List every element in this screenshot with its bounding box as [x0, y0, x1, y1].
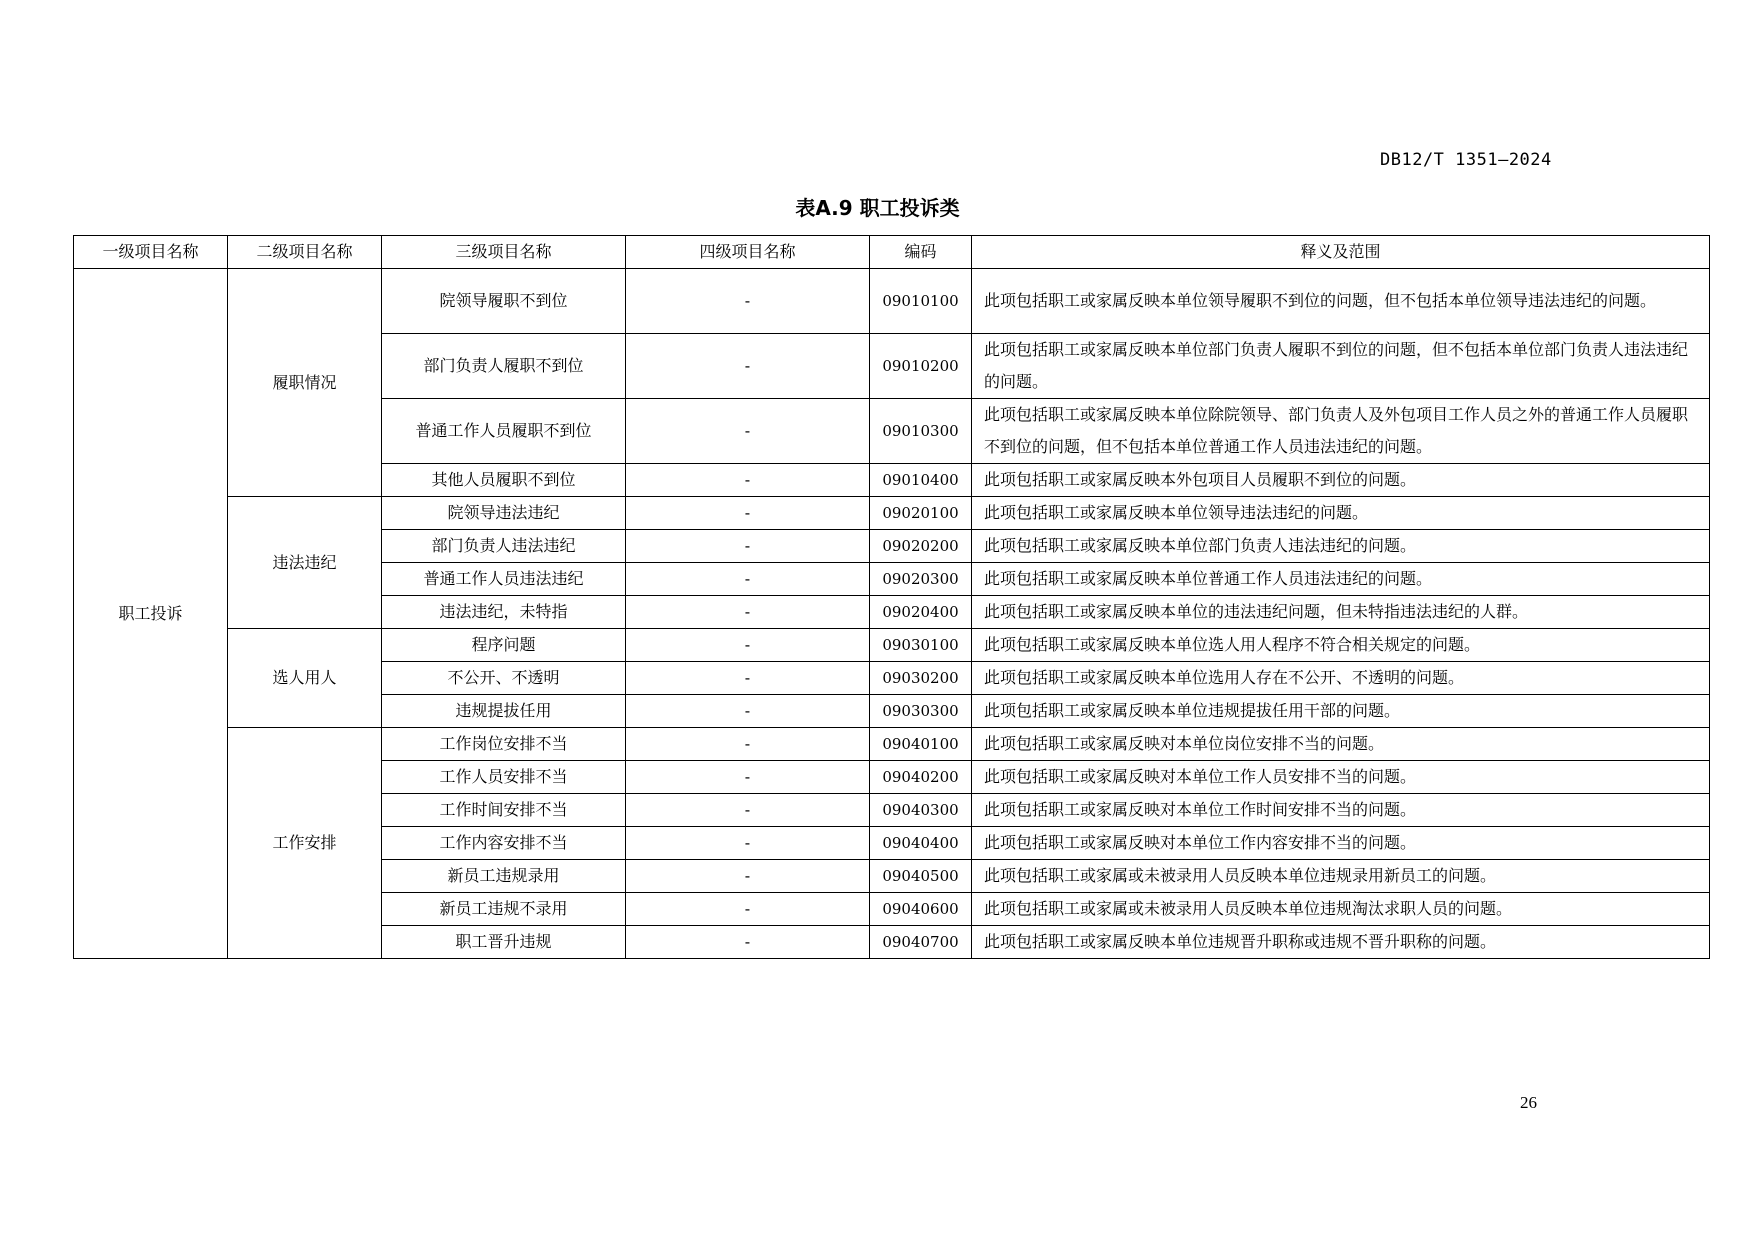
level3-cell: 工作内容安排不当 [382, 827, 626, 860]
level3-cell: 新员工违规不录用 [382, 893, 626, 926]
description-cell: 此项包括职工或家属或未被录用人员反映本单位违规录用新员工的问题。 [972, 860, 1710, 893]
table-row [74, 269, 1710, 334]
level2-cell: 违法违纪 [228, 497, 382, 629]
description-cell: 此项包括职工或家属反映本单位领导履职不到位的问题，但不包括本单位领导违法违纪的问题。 [972, 269, 1710, 334]
code-cell: 09010200 [870, 334, 972, 399]
level2-cell: 工作安排 [228, 728, 382, 959]
level4-cell: - [626, 497, 870, 530]
level4-cell: - [626, 563, 870, 596]
table-row [74, 728, 1710, 761]
description-cell: 此项包括职工或家属反映对本单位岗位安排不当的问题。 [972, 728, 1710, 761]
level3-cell: 普通工作人员履职不到位 [382, 399, 626, 464]
code-cell: 09040400 [870, 827, 972, 860]
level3-cell: 违法违纪，未特指 [382, 596, 626, 629]
level4-cell: - [626, 334, 870, 399]
code-cell: 09020300 [870, 563, 972, 596]
header-level4: 四级项目名称 [626, 236, 870, 269]
code-cell: 09030200 [870, 662, 972, 695]
description-cell: 此项包括职工或家属反映本单位的违法违纪问题，但未特指违法违纪的人群。 [972, 596, 1710, 629]
level4-cell: - [626, 399, 870, 464]
description-cell: 此项包括职工或家属反映本单位普通工作人员违法违纪的问题。 [972, 563, 1710, 596]
code-cell: 09040200 [870, 761, 972, 794]
description-cell: 此项包括职工或家属反映对本单位工作内容安排不当的问题。 [972, 827, 1710, 860]
description-cell: 此项包括职工或家属反映对本单位工作人员安排不当的问题。 [972, 761, 1710, 794]
level4-cell: - [626, 464, 870, 497]
level3-cell: 职工晋升违规 [382, 926, 626, 959]
code-cell: 09040600 [870, 893, 972, 926]
description-cell: 此项包括职工或家属反映本外包项目人员履职不到位的问题。 [972, 464, 1710, 497]
header-level2: 二级项目名称 [228, 236, 382, 269]
level4-cell: - [626, 695, 870, 728]
description-cell: 此项包括职工或家属反映本单位选人用人程序不符合相关规定的问题。 [972, 629, 1710, 662]
level3-cell: 新员工违规录用 [382, 860, 626, 893]
table-row [74, 497, 1710, 530]
level3-cell: 院领导履职不到位 [382, 269, 626, 334]
level4-cell: - [626, 596, 870, 629]
table-title: 表A.9 职工投诉类 [795, 196, 960, 220]
level4-cell: - [626, 926, 870, 959]
level3-cell: 院领导违法违纪 [382, 497, 626, 530]
description-cell: 此项包括职工或家属反映本单位除院领导、部门负责人及外包项目工作人员之外的普通工作人员履职不到位的问题，但不包括本单位普通工作人员违法违纪的问题。 [972, 399, 1710, 464]
standard-code: DB12/T 1351—2024 [1380, 150, 1552, 170]
code-cell: 09020200 [870, 530, 972, 563]
header-description: 释义及范围 [972, 236, 1710, 269]
level4-cell: - [626, 728, 870, 761]
description-cell: 此项包括职工或家属或未被录用人员反映本单位违规淘汰求职人员的问题。 [972, 893, 1710, 926]
description-cell: 此项包括职工或家属反映本单位违规提拔任用干部的问题。 [972, 695, 1710, 728]
level3-cell: 工作岗位安排不当 [382, 728, 626, 761]
description-cell: 此项包括职工或家属反映本单位选用人存在不公开、不透明的问题。 [972, 662, 1710, 695]
code-cell: 09020100 [870, 497, 972, 530]
code-cell: 09040500 [870, 860, 972, 893]
page-number: 26 [1520, 1093, 1537, 1112]
level4-cell: - [626, 530, 870, 563]
level4-cell: - [626, 794, 870, 827]
level3-cell: 其他人员履职不到位 [382, 464, 626, 497]
description-cell: 此项包括职工或家属反映本单位领导违法违纪的问题。 [972, 497, 1710, 530]
level3-cell: 程序问题 [382, 629, 626, 662]
table-header-row [74, 236, 1710, 269]
level4-cell: - [626, 662, 870, 695]
description-cell: 此项包括职工或家属反映对本单位工作时间安排不当的问题。 [972, 794, 1710, 827]
level3-cell: 部门负责人履职不到位 [382, 334, 626, 399]
code-cell: 09030100 [870, 629, 972, 662]
level3-cell: 违规提拔任用 [382, 695, 626, 728]
level2-cell: 履职情况 [228, 269, 382, 497]
description-cell: 此项包括职工或家属反映本单位部门负责人违法违纪的问题。 [972, 530, 1710, 563]
header-level1: 一级项目名称 [74, 236, 228, 269]
level4-cell: - [626, 893, 870, 926]
level4-cell: - [626, 269, 870, 334]
classification-table [73, 235, 1710, 959]
code-cell: 09040700 [870, 926, 972, 959]
level4-cell: - [626, 629, 870, 662]
level3-cell: 不公开、不透明 [382, 662, 626, 695]
level2-cell: 选人用人 [228, 629, 382, 728]
code-cell: 09010400 [870, 464, 972, 497]
header-level3: 三级项目名称 [382, 236, 626, 269]
level1-cell: 职工投诉 [74, 269, 228, 959]
code-cell: 09010100 [870, 269, 972, 334]
description-cell: 此项包括职工或家属反映本单位违规晋升职称或违规不晋升职称的问题。 [972, 926, 1710, 959]
level3-cell: 普通工作人员违法违纪 [382, 563, 626, 596]
level3-cell: 部门负责人违法违纪 [382, 530, 626, 563]
table-row [74, 629, 1710, 662]
level3-cell: 工作时间安排不当 [382, 794, 626, 827]
level3-cell: 工作人员安排不当 [382, 761, 626, 794]
level4-cell: - [626, 827, 870, 860]
code-cell: 09020400 [870, 596, 972, 629]
code-cell: 09030300 [870, 695, 972, 728]
code-cell: 09040100 [870, 728, 972, 761]
code-cell: 09040300 [870, 794, 972, 827]
header-code: 编码 [870, 236, 972, 269]
description-cell: 此项包括职工或家属反映本单位部门负责人履职不到位的问题，但不包括本单位部门负责人违法违纪的问题。 [972, 334, 1710, 399]
code-cell: 09010300 [870, 399, 972, 464]
level4-cell: - [626, 761, 870, 794]
level4-cell: - [626, 860, 870, 893]
